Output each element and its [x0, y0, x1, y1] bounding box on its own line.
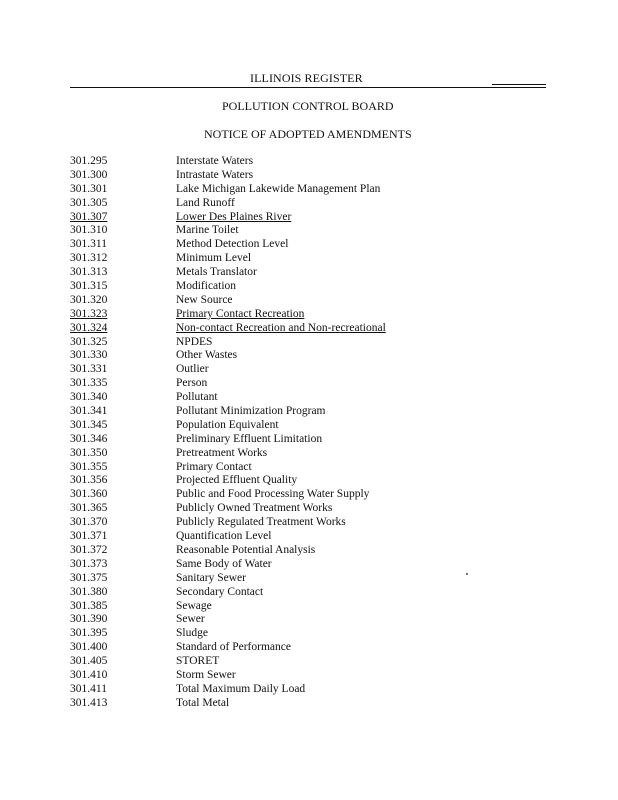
definition-term: Total Metal	[176, 696, 230, 709]
section-number: 301.313	[70, 266, 108, 279]
section-number: 301.310	[70, 224, 108, 237]
header-page-rule	[492, 84, 546, 85]
definition-term: New Source	[176, 293, 233, 306]
section-number: 301.395	[70, 627, 108, 640]
definition-term: Method Detection Level	[176, 238, 289, 251]
section-number: 301.323	[70, 307, 108, 320]
definition-term: Quantification Level	[176, 530, 272, 543]
definition-term: STORET	[176, 655, 220, 668]
section-number: 301.341	[70, 405, 108, 418]
definition-term: Land Runoff	[176, 196, 235, 209]
section-number: 301.385	[70, 599, 108, 612]
definition-term: Pollutant Minimization Program	[176, 405, 326, 418]
definition-term: Storm Sewer	[176, 668, 236, 681]
definition-term: Non-contact Recreation and Non-recreational	[176, 321, 386, 334]
section-number: 301.355	[70, 460, 108, 473]
section-number: 301.360	[70, 488, 108, 501]
definition-term: Intrastate Waters	[176, 168, 254, 181]
section-number: 301.400	[70, 641, 108, 654]
definition-term: Same Body of Water	[176, 557, 272, 570]
agency-name: POLLUTION CONTROL BOARD	[222, 99, 394, 113]
definition-term: Standard of Performance	[176, 641, 291, 654]
definition-term: Primary Contact	[176, 460, 252, 473]
definition-term: Population Equivalent	[176, 418, 279, 431]
section-number: 301.370	[70, 516, 108, 529]
definition-term: NPDES	[176, 335, 213, 348]
section-number: 301.346	[70, 432, 108, 445]
definition-term: Pollutant	[176, 391, 218, 404]
section-number: 301.390	[70, 613, 108, 626]
section-number: 301.373	[70, 557, 108, 570]
section-number: 301.413	[70, 696, 108, 709]
definition-term: Minimum Level	[176, 252, 252, 265]
definition-term: Reasonable Potential Analysis	[176, 543, 316, 556]
definition-term: Metals Translator	[176, 266, 257, 279]
section-number: 301.305	[70, 196, 108, 209]
definition-term: Publicly Regulated Treatment Works	[176, 516, 346, 529]
section-number: 301.350	[70, 446, 108, 459]
section-number: 301.295	[70, 155, 108, 167]
section-number: 301.324	[70, 321, 108, 334]
section-number: 301.371	[70, 530, 108, 543]
definition-term: Public and Food Processing Water Supply	[176, 488, 370, 501]
definition-term: Secondary Contact	[176, 585, 264, 598]
definition-term: Total Maximum Daily Load	[176, 682, 306, 695]
definition-term: Marine Toilet	[176, 224, 239, 237]
section-number: 301.410	[70, 668, 108, 681]
section-number: 301.356	[70, 474, 108, 487]
section-number: 301.312	[70, 252, 108, 265]
definition-term: Pretreatment Works	[176, 446, 268, 459]
definition-term: Lower Des Plaines River	[176, 210, 292, 223]
section-number: 301.411	[70, 682, 107, 695]
definition-term: Other Wastes	[176, 349, 238, 362]
header-rule	[70, 87, 546, 88]
definition-term: Preliminary Effluent Limitation	[176, 432, 323, 445]
notice-title: NOTICE OF ADOPTED AMENDMENTS	[204, 127, 412, 141]
section-number: 301.405	[70, 655, 108, 668]
definition-term: Lake Michigan Lakewide Management Plan	[176, 182, 381, 195]
definition-term: Sludge	[176, 627, 208, 640]
section-number: 301.320	[70, 293, 108, 306]
section-number: 301.380	[70, 585, 108, 598]
definition-term: Interstate Waters	[176, 155, 254, 167]
section-number: 301.345	[70, 418, 108, 431]
scan-speck	[466, 573, 468, 575]
section-number: 301.325	[70, 335, 108, 348]
section-number: 301.315	[70, 280, 108, 293]
definition-term: Person	[176, 377, 208, 390]
section-number: 301.330	[70, 349, 108, 362]
definition-term: Outlier	[176, 363, 209, 376]
section-number: 301.372	[70, 543, 108, 556]
section-number: 301.300	[70, 168, 108, 181]
section-number: 301.335	[70, 377, 108, 390]
definition-term: Primary Contact Recreation	[176, 307, 305, 320]
section-number: 301.301	[70, 182, 108, 195]
register-title: ILLINOIS REGISTER	[250, 71, 363, 85]
section-number: 301.365	[70, 502, 108, 515]
definition-term: Sewer	[176, 613, 205, 626]
definition-term: Modification	[176, 280, 237, 293]
definition-term: Sanitary Sewer	[176, 571, 246, 584]
section-number: 301.307	[70, 210, 108, 223]
section-number: 301.331	[70, 363, 108, 376]
section-number: 301.375	[70, 571, 108, 584]
section-number: 301.340	[70, 391, 108, 404]
definition-term: Projected Effluent Quality	[176, 474, 298, 487]
section-number: 301.311	[70, 238, 107, 251]
definition-term: Sewage	[176, 599, 212, 612]
definition-term: Publicly Owned Treatment Works	[176, 502, 333, 515]
